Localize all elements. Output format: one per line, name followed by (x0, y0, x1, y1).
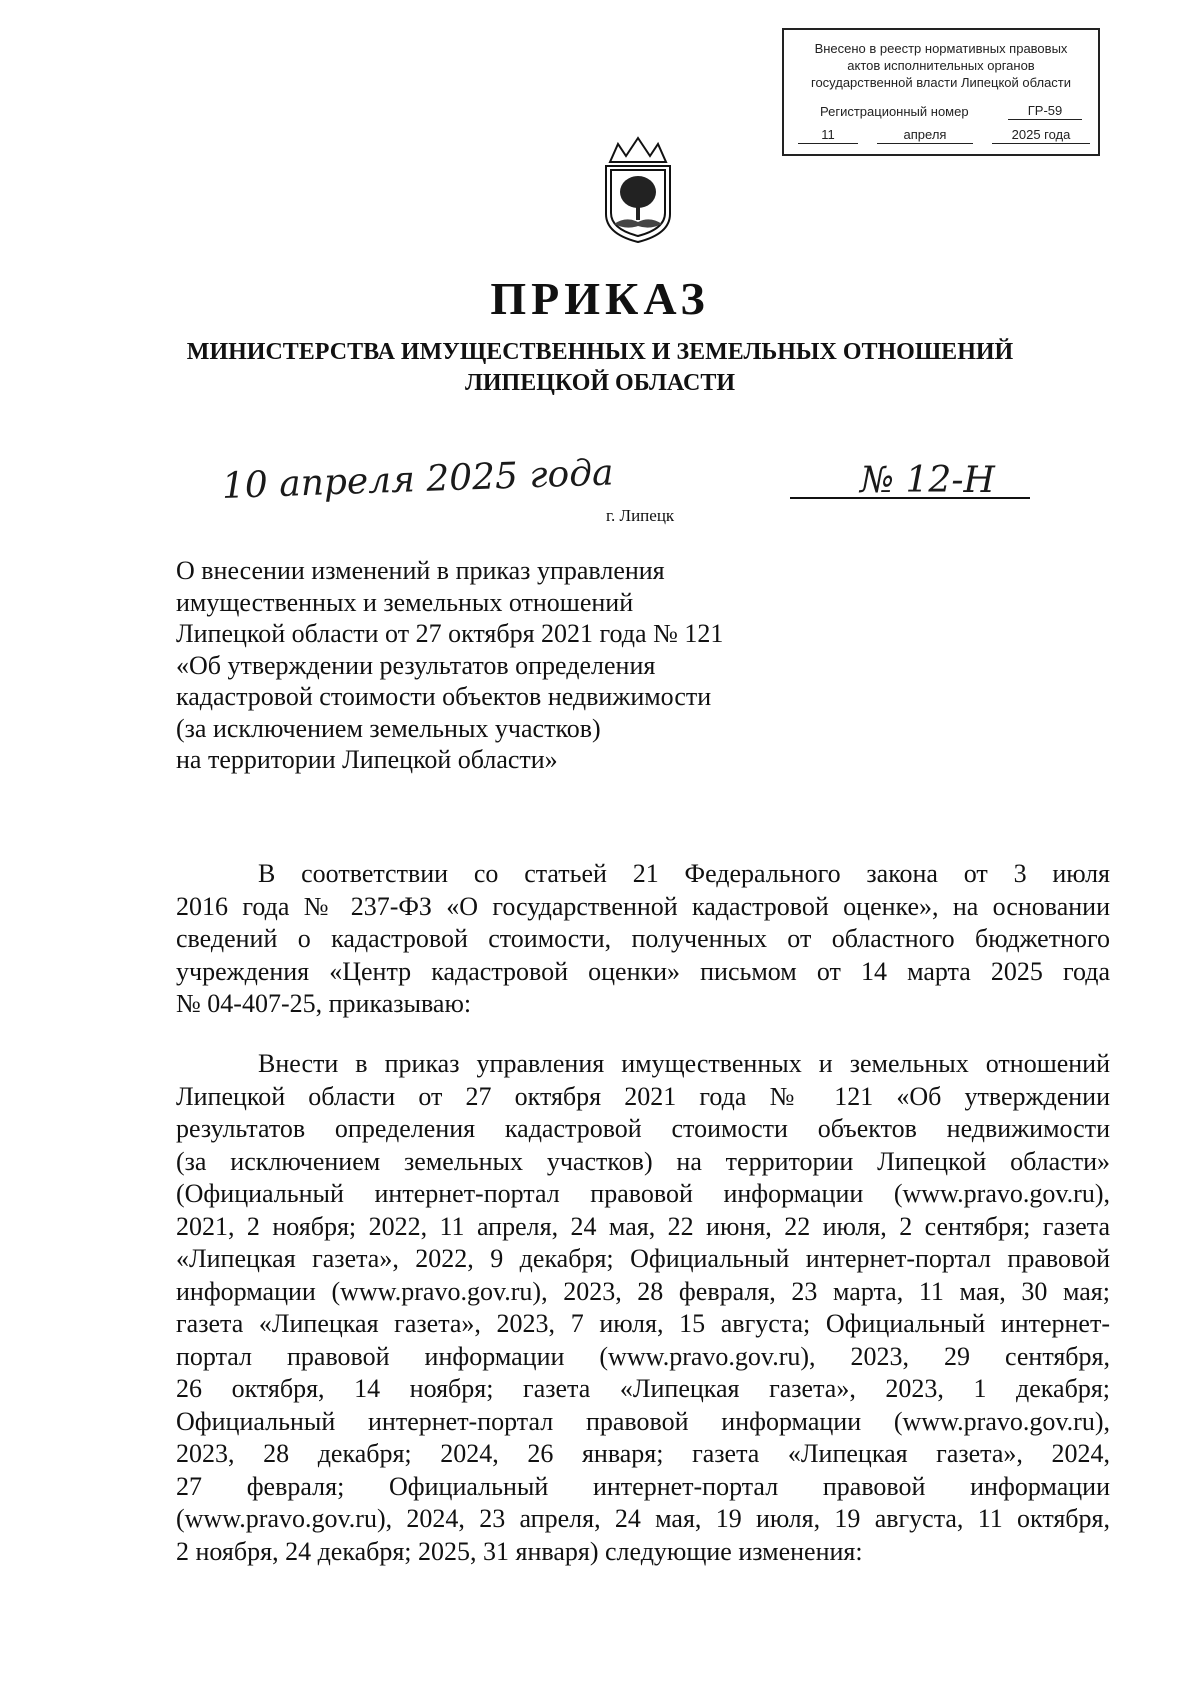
paragraph-line: сведений о кадастровой стоимости, полученных от областного бюджетного (176, 924, 1110, 953)
stamp-line: Внесено в реестр нормативных правовых (814, 41, 1068, 56)
subject-line: «Об утверждении результатов определения (176, 650, 656, 680)
paragraph-line: 26 октября, 14 ноября; газета «Липецкая газета», 2023, 1 декабря; (176, 1374, 1110, 1403)
subject-line: на территории Липецкой области» (176, 745, 558, 774)
stamp-registration-number: ГР-59 (1008, 102, 1082, 120)
handwritten-date: 10 апреля 2025 года (221, 452, 615, 507)
issuer-line: ЛИПЕЦКОЙ ОБЛАСТИ (465, 370, 735, 396)
issuer-line: МИНИСТЕРСТВА ИМУЩЕСТВЕННЫХ И ЗЕМЕЛЬНЫХ ОТНОШЕНИЙ (186, 339, 1014, 365)
coat-of-arms-icon (596, 134, 680, 246)
paragraph-line: Официальный интернет-портал правовой информации (www.pravo.gov.ru), (176, 1406, 1110, 1436)
paragraph-line: 2023, 28 декабря; 2024, 26 января; газета «Липецкая газета», 2024, (176, 1439, 1110, 1468)
city-label: г. Липецк (606, 506, 675, 525)
paragraph-line: учреждения «Центр кадастровой оценки» письмом от 14 марта 2025 года (176, 956, 1110, 986)
handwritten-number: № 12-Н (860, 460, 995, 501)
stamp-line: актов исполнительных органов (847, 58, 1035, 73)
order-subject (176, 555, 796, 776)
subject-line: имущественных и земельных отношений (176, 587, 634, 617)
stamp-line: государственной власти Липецкой области (810, 75, 1072, 90)
stamp-year: 2025 года (992, 126, 1090, 144)
stamp-date-row (798, 126, 1090, 144)
paragraph-line: 27 февраля; Официальный интернет-портал правовой информации (176, 1471, 1110, 1501)
paragraph-line: результатов определения кадастровой стоимости объектов недвижимости (176, 1114, 1110, 1143)
subject-line: кадастровой стоимости объектов недвижимости (176, 682, 712, 711)
paragraph-line: (за исключением земельных участков) на территории Липецкой области» (176, 1146, 1110, 1176)
paragraph-line: Липецкой области от 27 октября 2021 года № 121 «Об утверждении (176, 1081, 1110, 1111)
subject-line: Липецкой области от 27 октября 2021 года № 121 (176, 619, 724, 648)
paragraph-line: (Официальный интернет-портал правовой информации (www.pravo.gov.ru), (176, 1179, 1110, 1208)
paragraph-line: 2 ноября, 24 декабря; 2025, 31 января) следующие изменения: (176, 1536, 863, 1566)
paragraph-line: В соответствии со статьей 21 Федерального закона от 3 июля (258, 859, 1110, 888)
issuer-name (0, 337, 1200, 399)
preamble-paragraph (176, 858, 1110, 1021)
subject-line: (за исключением земельных участков) (176, 713, 601, 743)
paragraph-line: «Липецкая газета», 2022, 9 декабря; Официальный интернет-портал правовой (176, 1244, 1110, 1273)
stamp-registration-label: Регистрационный номер (820, 104, 969, 119)
subject-line: О внесении изменений в приказ управления (176, 556, 665, 585)
paragraph-line: портал правовой информации (www.pravo.gov.ru), 2023, 29 сентября, (176, 1341, 1110, 1371)
stamp-month: апреля (877, 126, 973, 144)
document-title: ПРИКАЗ (490, 273, 710, 324)
stamp-day: 11 (798, 126, 858, 144)
operative-paragraph (176, 1048, 1110, 1568)
paragraph-line: газета «Липецкая газета», 2023, 7 июля, 15 августа; Официальный интернет- (176, 1309, 1110, 1338)
stamp-registration-row (820, 102, 1082, 120)
paragraph-line: Внести в приказ управления имущественных и земельных отношений (258, 1049, 1110, 1078)
paragraph-line: (www.pravo.gov.ru), 2024, 23 апреля, 24 мая, 19 июля, 19 августа, 11 октября, (176, 1504, 1110, 1533)
paragraph-line: информации (www.pravo.gov.ru), 2023, 28 февраля, 23 марта, 11 мая, 30 мая; (176, 1276, 1110, 1306)
registry-stamp (782, 28, 1100, 156)
paragraph-line: 2021, 2 ноября; 2022, 11 апреля, 24 мая, 22 июня, 22 июля, 2 сентября; газета (176, 1211, 1110, 1241)
paragraph-line: № 04-407-25, приказываю: (176, 989, 472, 1018)
paragraph-line: 2016 года № 237-ФЗ «О государственной кадастровой оценке», на основании (176, 891, 1110, 921)
number-underline (790, 497, 1030, 499)
